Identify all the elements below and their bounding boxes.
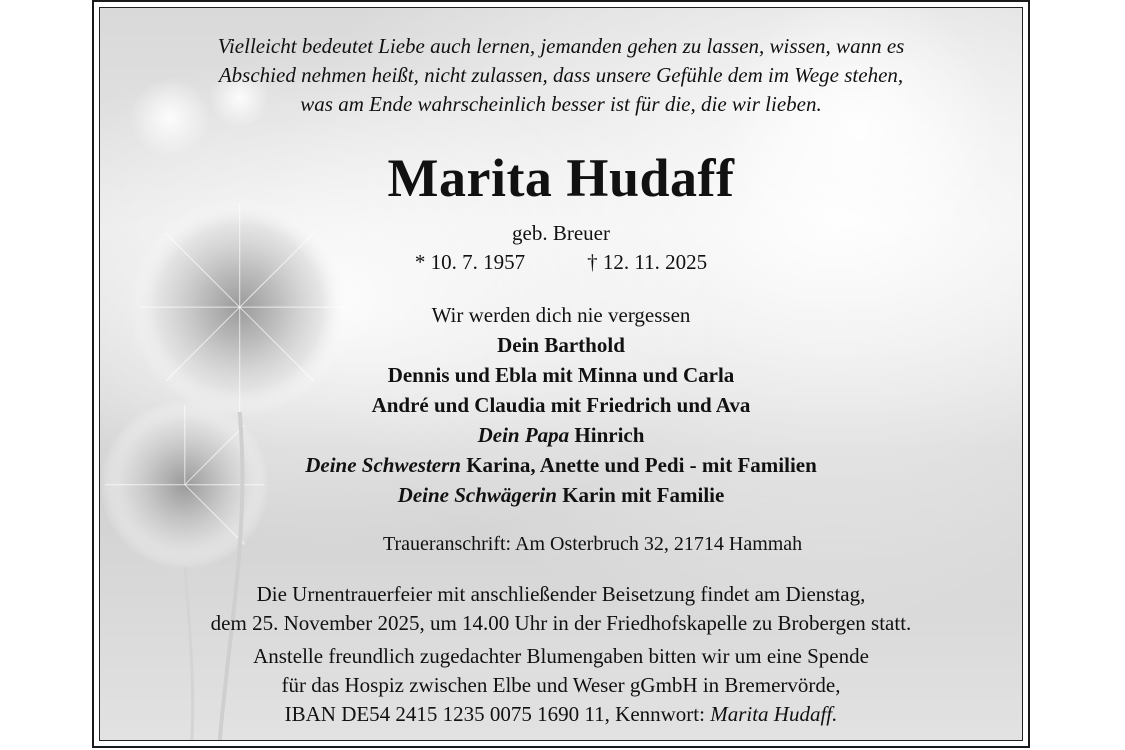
mourner-line [100, 450, 1022, 480]
mourner-names: Karina, Anette und Pedi - mit Familien [460, 453, 817, 477]
donation-request [100, 642, 1022, 729]
mourner-names: Karin mit Familie [556, 483, 725, 507]
obituary-inner-border [99, 7, 1023, 741]
motto-line: Vielleicht bedeutet Liebe auch lernen, jemanden gehen zu lassen, wissen, wann es [217, 34, 905, 58]
mourning-address: Traueranschrift: Am Osterbruch 32, 21714 Hammah [383, 533, 803, 555]
donation-line: für das Hospiz zwischen Elbe und Weser gGmbH in Bremervörde, [281, 673, 841, 697]
mourner-line [100, 420, 1022, 450]
birth-name: geb. Breuer [512, 221, 610, 245]
obituary-frame [92, 0, 1030, 748]
mourner-relation: Deine Schwägerin [397, 483, 557, 507]
obituary-content [100, 8, 1022, 740]
funeral-service-info [100, 580, 1022, 638]
service-line: dem 25. November 2025, um 14.00 Uhr in der Friedhofskapelle zu Brobergen statt. [210, 611, 912, 635]
motto-line: was am Ende wahrscheinlich besser ist für die, die wir lieben. [300, 92, 822, 116]
deceased-name: Marita Hudaff [387, 148, 735, 208]
mourner-line [100, 480, 1022, 510]
mourner-line: Dennis und Ebla mit Minna und Carla [387, 363, 735, 387]
donation-line [100, 700, 1022, 729]
donation-keyword: Marita Hudaff. [710, 702, 838, 726]
donation-line: Anstelle freundlich zugedachter Blumengaben bitten wir um eine Spende [253, 644, 869, 668]
mourner-names: Hinrich [569, 423, 645, 447]
mourner-relation: Deine Schwestern [305, 453, 461, 477]
mourners-list [100, 300, 1022, 510]
mourner-relation: Dein Papa [477, 423, 570, 447]
iban-text: IBAN DE54 2415 1235 0075 1690 11, Kennwort: [284, 702, 711, 726]
mourner-line: Dein Barthold [497, 333, 625, 357]
life-dates [100, 248, 1022, 276]
service-line: Die Urnentrauerfeier mit anschließender Beisetzung findet am Dienstag, [256, 582, 866, 606]
birth-date: * 10. 7. 1957 [414, 250, 526, 274]
death-date: † 12. 11. 2025 [587, 250, 708, 274]
motto-quote [100, 32, 1022, 119]
motto-line: Abschied nehmen heißt, nicht zulassen, dass unsere Gefühle dem im Wege stehen, [218, 63, 904, 87]
mourner-line: André und Claudia mit Friedrich und Ava [371, 393, 751, 417]
mourners-intro: Wir werden dich nie vergessen [431, 303, 691, 327]
